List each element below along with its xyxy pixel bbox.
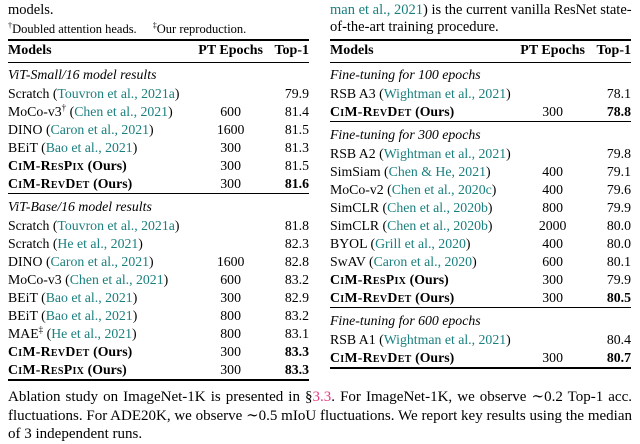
model-name: MoCo-v3 xyxy=(8,272,62,287)
model-name: BEiT xyxy=(8,140,38,155)
model-cell: MAE‡ (He et al., 2021) xyxy=(8,324,137,341)
table-row xyxy=(8,289,309,307)
table-row xyxy=(330,235,631,253)
model-name: MoCo-v3 xyxy=(8,104,62,119)
caption-text-before: Ablation study on ImageNet-1K is presented in § xyxy=(8,389,313,405)
top1-cell: 80.5 xyxy=(606,290,631,305)
model-cell: RSB A3 (Wightman et al., 2021) xyxy=(330,86,511,101)
model-name: CiM-RevDet xyxy=(8,176,90,191)
section-title-row xyxy=(330,63,631,86)
pt-epochs-cell: 400 xyxy=(542,236,563,251)
ours-label: (Ours) xyxy=(93,344,133,359)
table-row xyxy=(330,103,631,122)
model-cell: DINO (Caron et al., 2021) xyxy=(8,122,154,137)
resnet-results-table xyxy=(330,39,631,369)
citation-link[interactable]: Chen et al., 2021 xyxy=(69,272,164,287)
model-cell: MoCo-v2 (Chen et al., 2020c) xyxy=(330,182,497,197)
model-name: MAE xyxy=(8,326,39,341)
table-row xyxy=(8,157,309,175)
table-row xyxy=(8,325,309,343)
citation-link[interactable]: He et al., 2021 xyxy=(51,326,133,341)
model-name: DINO xyxy=(8,122,43,137)
top1-cell: 81.4 xyxy=(284,104,309,119)
citation-link[interactable]: Touvron et al., 2021a xyxy=(57,218,175,233)
section-title-row xyxy=(8,63,309,86)
citation-link[interactable]: Chen et al., 2021 xyxy=(74,104,169,119)
top1-cell: 83.3 xyxy=(284,344,309,359)
section-title: Fine-tuning for 600 epochs xyxy=(330,308,631,332)
pt-epochs-cell xyxy=(198,217,263,235)
citation-link[interactable]: Wightman et al., 2021 xyxy=(383,86,507,101)
citation-link[interactable]: Touvron et al., 2021a xyxy=(57,86,175,101)
footnote-dagger xyxy=(8,21,137,38)
citation-link[interactable]: Chen et al., 2020b xyxy=(387,218,488,233)
model-cell: SimCLR (Chen et al., 2020b) xyxy=(330,200,493,215)
model-cell: SwAV (Caron et al., 2020) xyxy=(330,254,477,269)
table-caption xyxy=(8,388,632,444)
citation-link[interactable]: man et al., 2021 xyxy=(330,2,424,18)
pt-epochs-cell: 300 xyxy=(220,158,241,173)
right-column xyxy=(330,2,631,381)
model-name: RSB A3 xyxy=(330,86,376,101)
dagger-marker: † xyxy=(8,20,13,30)
ours-label: (Ours) xyxy=(415,350,455,365)
model-cell: RSB A1 (Wightman et al., 2021) xyxy=(330,332,511,347)
top1-cell: 80.4 xyxy=(606,332,631,347)
pt-epochs-cell: 400 xyxy=(542,164,563,179)
pt-epochs-cell: 800 xyxy=(220,326,241,341)
table-header-row xyxy=(330,40,631,63)
model-cell: MoCo-v3† (Chen et al., 2021) xyxy=(8,102,173,119)
table-header-row xyxy=(8,40,309,63)
citation-link[interactable]: Caron et al., 2021 xyxy=(50,122,150,137)
top1-cell: 82.9 xyxy=(284,290,309,305)
model-cell xyxy=(330,289,520,308)
top1-cell: 82.8 xyxy=(284,254,309,269)
model-name: RSB A2 xyxy=(330,146,376,161)
pt-epochs-cell: 300 xyxy=(220,344,241,359)
table-row xyxy=(8,85,309,103)
model-name: BEiT xyxy=(8,308,38,323)
model-cell: MoCo-v3 (Chen et al., 2021) xyxy=(8,272,169,287)
pt-epochs-cell xyxy=(520,145,585,163)
model-name: CiM-RevDet xyxy=(8,344,90,359)
pt-epochs-cell xyxy=(520,331,585,349)
model-name: CiM-RevDet xyxy=(330,350,412,365)
model-name: SimSiam xyxy=(330,164,381,179)
pt-epochs-cell: 300 xyxy=(220,176,241,191)
table-row xyxy=(330,271,631,289)
top1-cell: 79.6 xyxy=(606,182,631,197)
column-header-pt-epochs: PT Epochs xyxy=(198,40,263,63)
model-name: MoCo-v2 xyxy=(330,182,384,197)
pt-epochs-cell: 600 xyxy=(220,272,241,287)
model-name: Scratch xyxy=(8,218,50,233)
table-row xyxy=(8,343,309,361)
ours-label: (Ours) xyxy=(409,272,449,287)
table-row xyxy=(8,139,309,157)
table-row xyxy=(330,85,631,103)
model-cell xyxy=(330,349,520,368)
caption-text-after: . For ImageNet-1K, we observe ∼0.2 Top-1 acc. fluctuations. For ADE20K, we observe ∼0.5 mIoU fluctuations. We report key results using the median of 3 independent runs. xyxy=(8,389,632,442)
model-name: SimCLR xyxy=(330,200,380,215)
top1-cell: 83.1 xyxy=(284,326,309,341)
left-intro-text: models. xyxy=(8,2,54,18)
table-footnotes xyxy=(8,21,309,38)
vit-results-table xyxy=(8,39,309,381)
table-row xyxy=(330,331,631,349)
right-intro-line1 xyxy=(330,2,631,19)
footnote-marker: † xyxy=(61,102,67,113)
table-row xyxy=(8,271,309,289)
table-row xyxy=(8,253,309,271)
model-name: CiM-ResPix xyxy=(330,272,407,287)
pt-epochs-cell xyxy=(520,85,585,103)
citation-link[interactable]: Grill et al., 2020 xyxy=(375,236,466,251)
section-title: ViT-Base/16 model results xyxy=(8,194,309,218)
citation-link[interactable]: Chen et al., 2020b xyxy=(387,200,488,215)
top1-cell: 82.3 xyxy=(284,236,309,251)
section-link[interactable]: 3.3 xyxy=(312,389,332,405)
citation-link[interactable]: He et al., 2021 xyxy=(57,236,139,251)
citation-link[interactable]: Wightman et al., 2021 xyxy=(383,332,507,347)
section-title-row xyxy=(330,308,631,332)
dagger-text: Doubled attention heads. xyxy=(12,22,137,36)
table-row xyxy=(8,103,309,121)
right-intro xyxy=(330,2,631,39)
model-name: Scratch xyxy=(8,86,50,101)
model-cell: SimSiam (Chen & He, 2021) xyxy=(330,164,491,179)
table-row xyxy=(330,145,631,163)
pt-epochs-cell xyxy=(198,235,263,253)
table-row xyxy=(8,235,309,253)
top1-cell: 80.0 xyxy=(606,218,631,233)
model-cell: BEiT (Bao et al., 2021) xyxy=(8,308,138,323)
table-row xyxy=(330,289,631,308)
table-row xyxy=(8,307,309,325)
top1-cell: 81.8 xyxy=(284,218,309,233)
pt-epochs-cell: 300 xyxy=(220,290,241,305)
model-name: CiM-RevDet xyxy=(330,104,412,119)
top1-cell: 81.5 xyxy=(284,158,309,173)
model-name: CiM-ResPix xyxy=(8,158,85,173)
pt-epochs-cell: 300 xyxy=(542,350,563,365)
right-intro-line1-rest: ) is the current vanilla ResNet state- xyxy=(423,2,632,18)
model-cell xyxy=(330,271,520,289)
table-row xyxy=(8,175,309,194)
two-column-layout xyxy=(8,2,632,381)
pt-epochs-cell: 600 xyxy=(220,104,241,119)
model-name: SimCLR xyxy=(330,218,380,233)
model-cell: Scratch (Touvron et al., 2021a) xyxy=(8,218,180,233)
model-name: Scratch xyxy=(8,236,50,251)
pt-epochs-cell: 800 xyxy=(220,308,241,323)
left-intro xyxy=(8,2,309,39)
model-name: BEiT xyxy=(8,290,38,305)
top1-cell: 81.3 xyxy=(284,140,309,155)
model-name: SwAV xyxy=(330,254,366,269)
top1-cell: 79.9 xyxy=(606,200,631,215)
model-cell xyxy=(8,343,198,361)
ours-label: (Ours) xyxy=(415,104,455,119)
model-cell xyxy=(8,175,198,194)
section-title-row xyxy=(8,194,309,218)
model-cell: SimCLR (Chen et al., 2020b) xyxy=(330,218,493,233)
top1-cell: 83.2 xyxy=(284,308,309,323)
pt-epochs-cell: 300 xyxy=(542,272,563,287)
model-name: CiM-RevDet xyxy=(330,290,412,305)
citation-link[interactable]: Caron et al., 2020 xyxy=(373,254,473,269)
model-cell: BYOL (Grill et al., 2020) xyxy=(330,236,471,251)
top1-cell: 79.9 xyxy=(284,86,309,101)
column-header-top1: Top-1 xyxy=(585,40,631,63)
ddagger-text: Our reproduction. xyxy=(156,22,247,36)
top1-cell: 80.7 xyxy=(606,350,631,365)
top1-cell: 78.8 xyxy=(606,104,631,119)
section-title: Fine-tuning for 300 epochs xyxy=(330,122,631,146)
top1-cell: 81.6 xyxy=(284,176,309,191)
pt-epochs-cell: 600 xyxy=(542,254,563,269)
pt-epochs-cell: 2000 xyxy=(538,218,567,233)
citation-link[interactable]: Chen & He, 2021 xyxy=(388,164,486,179)
top1-cell: 78.1 xyxy=(606,86,631,101)
model-name: CiM-ResPix xyxy=(8,362,85,377)
citation-link[interactable]: Wightman et al., 2021 xyxy=(383,146,507,161)
column-header-pt-epochs: PT Epochs xyxy=(520,40,585,63)
left-column xyxy=(8,2,309,381)
citation-link[interactable]: Bao et al., 2021 xyxy=(45,140,133,155)
section-title-row xyxy=(330,122,631,146)
pt-epochs-cell: 1600 xyxy=(216,254,245,269)
column-header-models: Models xyxy=(330,40,520,63)
section-title: ViT-Small/16 model results xyxy=(8,67,157,82)
pt-epochs-cell: 300 xyxy=(542,290,563,305)
model-name: BYOL xyxy=(330,236,368,251)
citation-link[interactable]: Bao et al., 2021 xyxy=(45,290,133,305)
model-cell: RSB A2 (Wightman et al., 2021) xyxy=(330,146,511,161)
table-row xyxy=(8,121,309,139)
top1-cell: 83.3 xyxy=(284,362,309,377)
model-name: RSB A1 xyxy=(330,332,376,347)
table-row xyxy=(330,349,631,368)
ours-label: (Ours) xyxy=(87,158,127,173)
model-cell: Scratch (Touvron et al., 2021a) xyxy=(8,86,180,101)
model-cell xyxy=(8,157,198,175)
ours-label: (Ours) xyxy=(93,176,133,191)
ours-label: (Ours) xyxy=(415,290,455,305)
table-row xyxy=(330,199,631,217)
pt-epochs-cell: 300 xyxy=(220,362,241,377)
right-intro-line2: of-the-art training procedure. xyxy=(330,19,499,35)
pt-epochs-cell: 800 xyxy=(542,200,563,215)
model-cell: Scratch (He et al., 2021) xyxy=(8,236,143,251)
footnote-ddagger xyxy=(153,21,247,38)
pt-epochs-cell: 400 xyxy=(542,182,563,197)
pt-epochs-cell xyxy=(198,85,263,103)
pt-epochs-cell: 300 xyxy=(220,140,241,155)
citation-link[interactable]: Bao et al., 2021 xyxy=(45,308,133,323)
table-row xyxy=(8,217,309,235)
ddagger-marker: ‡ xyxy=(152,20,157,30)
table-row xyxy=(330,253,631,271)
column-header-models: Models xyxy=(8,40,198,63)
model-cell: DINO (Caron et al., 2021) xyxy=(8,254,154,269)
model-cell xyxy=(330,103,520,122)
table-row xyxy=(330,181,631,199)
top1-cell: 79.8 xyxy=(606,146,631,161)
model-cell: BEiT (Bao et al., 2021) xyxy=(8,140,138,155)
table-row xyxy=(8,361,309,380)
top1-cell: 80.1 xyxy=(606,254,631,269)
table-row xyxy=(330,163,631,181)
model-cell xyxy=(8,361,198,380)
column-header-top1: Top-1 xyxy=(263,40,309,63)
top1-cell: 80.0 xyxy=(606,236,631,251)
top1-cell: 81.5 xyxy=(284,122,309,137)
top1-cell: 83.2 xyxy=(284,272,309,287)
model-cell: BEiT (Bao et al., 2021) xyxy=(8,290,138,305)
pt-epochs-cell: 300 xyxy=(542,104,563,119)
pt-epochs-cell: 1600 xyxy=(216,122,245,137)
footnote-marker: ‡ xyxy=(38,324,44,335)
section-title: Fine-tuning for 100 epochs xyxy=(330,67,481,82)
top1-cell: 79.9 xyxy=(606,272,631,287)
table-row xyxy=(330,217,631,235)
ours-label: (Ours) xyxy=(87,362,127,377)
model-name: DINO xyxy=(8,254,43,269)
top1-cell: 79.1 xyxy=(606,164,631,179)
citation-link[interactable]: Chen et al., 2020c xyxy=(391,182,492,197)
citation-link[interactable]: Caron et al., 2021 xyxy=(50,254,150,269)
